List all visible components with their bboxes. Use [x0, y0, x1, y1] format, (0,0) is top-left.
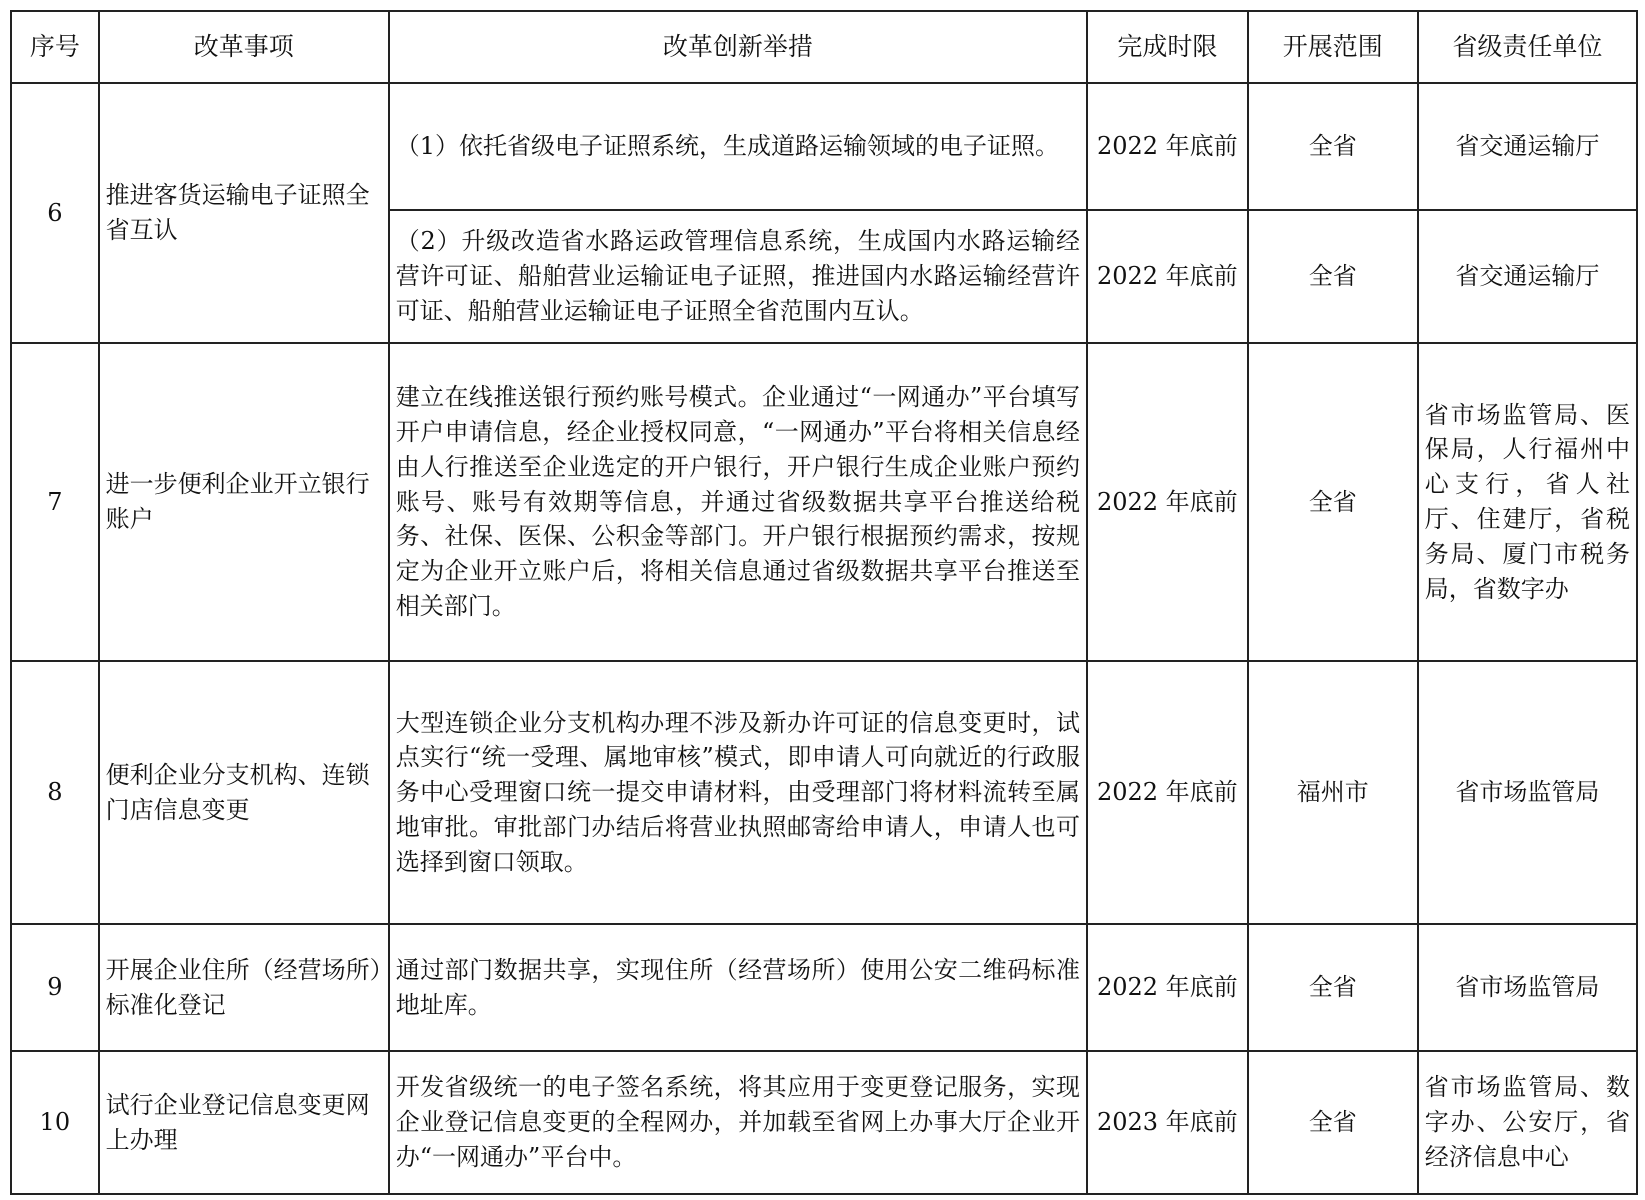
scope-cell: 福州市 — [1248, 661, 1418, 924]
reform-item-cell: 推进客货运输电子证照全省互认 — [99, 83, 389, 343]
responsible-unit-cell: 省交通运输厅 — [1418, 210, 1637, 343]
measure-cell: （2）升级改造省水路运政管理信息系统，生成国内水路运输经营许可证、船舶营业运输证电子证照，推进国内水路运输经营许可证、船舶营业运输证电子证照全省范围内互认。 — [389, 210, 1087, 343]
serial-no-cell: 9 — [11, 924, 99, 1051]
table-row — [11, 924, 1637, 1051]
responsible-unit-cell: 省市场监管局 — [1418, 924, 1637, 1051]
table-row — [11, 83, 1637, 210]
deadline-cell: 2022 年底前 — [1087, 83, 1248, 210]
scope-cell: 全省 — [1248, 924, 1418, 1051]
responsible-unit-cell: 省交通运输厅 — [1418, 83, 1637, 210]
responsible-unit-cell: 省市场监管局、医保局，人行福州中心支行，省人社厅、住建厅，省税务局、厦门市税务局，省数字办 — [1418, 343, 1637, 661]
serial-no-cell: 10 — [11, 1051, 99, 1194]
serial-no-cell: 7 — [11, 343, 99, 661]
reform-item-cell: 开展企业住所（经营场所）标准化登记 — [99, 924, 389, 1051]
scope-cell: 全省 — [1248, 343, 1418, 661]
table-row — [11, 343, 1637, 661]
table-row — [11, 661, 1637, 924]
measure-cell: 建立在线推送银行预约账号模式。企业通过“一网通办”平台填写开户申请信息，经企业授权同意，“一网通办”平台将相关信息经由人行推送至企业选定的开户银行，开户银行生成企业账户预约账号、账号有效期等信息，并通过省级数据共享平台推送给税务、社保、医保、公积金等部门。开户银行根据预约需求，按规定为企业开立账户后，将相关信息通过省级数据共享平台推送至相关部门。 — [389, 343, 1087, 661]
responsible-unit-cell: 省市场监管局 — [1418, 661, 1637, 924]
measure-cell: 通过部门数据共享，实现住所（经营场所）使用公安二维码标准地址库。 — [389, 924, 1087, 1051]
reform-measures-table — [10, 10, 1638, 1195]
measure-cell: 大型连锁企业分支机构办理不涉及新办许可证的信息变更时，试点实行“统一受理、属地审核”模式，即申请人可向就近的行政服务中心受理窗口统一提交申请材料，由受理部门将材料流转至属地审批。审批部门办结后将营业执照邮寄给申请人，申请人也可选择到窗口领取。 — [389, 661, 1087, 924]
header-serial-no: 序号 — [11, 11, 99, 83]
reform-item-cell: 试行企业登记信息变更网上办理 — [99, 1051, 389, 1194]
header-deadline: 完成时限 — [1087, 11, 1248, 83]
measure-cell: 开发省级统一的电子签名系统，将其应用于变更登记服务，实现企业登记信息变更的全程网办，并加载至省网上办事大厅企业开办“一网通办”平台中。 — [389, 1051, 1087, 1194]
header-row — [11, 11, 1637, 83]
scope-cell: 全省 — [1248, 210, 1418, 343]
header-reform-item: 改革事项 — [99, 11, 389, 83]
header-reform-measures: 改革创新举措 — [389, 11, 1087, 83]
deadline-cell: 2022 年底前 — [1087, 924, 1248, 1051]
header-scope: 开展范围 — [1248, 11, 1418, 83]
serial-no-cell: 8 — [11, 661, 99, 924]
header-responsible-unit: 省级责任单位 — [1418, 11, 1637, 83]
deadline-cell: 2022 年底前 — [1087, 343, 1248, 661]
responsible-unit-cell: 省市场监管局、数字办、公安厅，省经济信息中心 — [1418, 1051, 1637, 1194]
reform-item-cell: 进一步便利企业开立银行账户 — [99, 343, 389, 661]
reform-item-cell: 便利企业分支机构、连锁门店信息变更 — [99, 661, 389, 924]
deadline-cell: 2022 年底前 — [1087, 210, 1248, 343]
table-row — [11, 1051, 1637, 1194]
deadline-cell: 2022 年底前 — [1087, 661, 1248, 924]
measure-cell: （1）依托省级电子证照系统，生成道路运输领域的电子证照。 — [389, 83, 1087, 210]
scope-cell: 全省 — [1248, 1051, 1418, 1194]
serial-no-cell: 6 — [11, 83, 99, 343]
scope-cell: 全省 — [1248, 83, 1418, 210]
deadline-cell: 2023 年底前 — [1087, 1051, 1248, 1194]
